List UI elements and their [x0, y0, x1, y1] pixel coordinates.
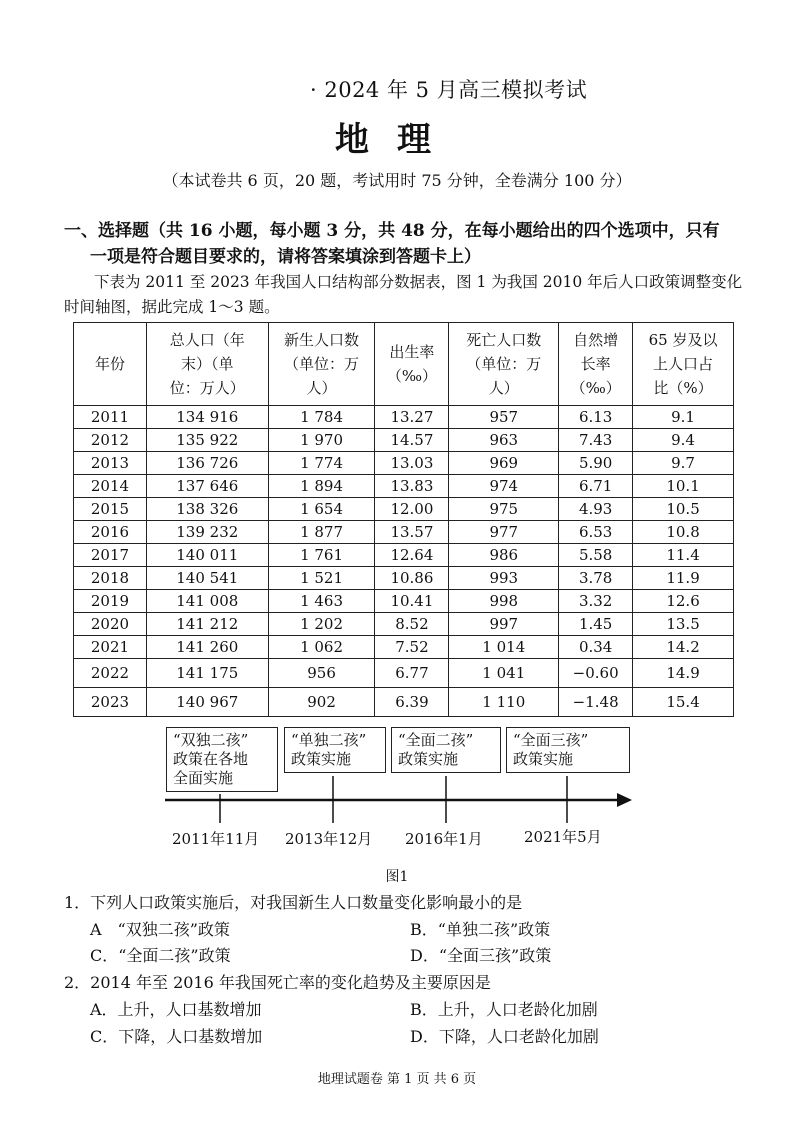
table-cell: 9.4	[633, 429, 734, 452]
timeline-box-1	[166, 727, 278, 792]
table-cell: 12.6	[633, 590, 734, 613]
table-cell: 2015	[74, 498, 147, 521]
table-cell: 137 646	[146, 475, 268, 498]
header-line: （单位：万	[466, 355, 542, 373]
header-line: （‰）	[570, 379, 621, 397]
table-cell: 1 062	[268, 636, 375, 659]
table-cell: 10.41	[375, 590, 449, 613]
table-cell: 13.03	[375, 452, 449, 475]
header-line: （单位：万	[284, 355, 360, 373]
table-cell: 1 774	[268, 452, 375, 475]
table-cell: 6.13	[559, 406, 633, 429]
table-cell: 1 202	[268, 613, 375, 636]
table-cell: 140 541	[146, 567, 268, 590]
table-cell: 6.71	[559, 475, 633, 498]
table-cell: 138 326	[146, 498, 268, 521]
table-cell: 2019	[74, 590, 147, 613]
table-cell: 2017	[74, 544, 147, 567]
table-cell: 140 967	[146, 688, 268, 717]
box-1-line-1: “双独二孩”	[173, 731, 249, 749]
table-cell: 963	[449, 429, 559, 452]
table-cell: 134 916	[146, 406, 268, 429]
timeline-date-1: 2011年11月	[172, 830, 260, 848]
section-line-2: 一项是符合题目要求的，请将答案填涂到答题卡上）	[90, 247, 481, 267]
table-cell: 2021	[74, 636, 147, 659]
table-cell: 2016	[74, 521, 147, 544]
subject-title: 地理	[335, 120, 459, 160]
q1-option-b: B．“单独二孩”政策	[410, 920, 551, 939]
table-cell: 15.4	[633, 688, 734, 717]
header-line: 年份	[94, 355, 125, 373]
exam-note: （本试卷共 6 页，20 题，考试用时 75 分钟，全卷满分 100 分）	[162, 171, 632, 190]
table-cell: 974	[449, 475, 559, 498]
header-line: 出生率	[389, 343, 435, 361]
header-line: 长率	[580, 355, 611, 373]
table-cell: 3.78	[559, 567, 633, 590]
table-cell: 998	[449, 590, 559, 613]
table-cell: 1 041	[449, 659, 559, 688]
table-cell: 13.27	[375, 406, 449, 429]
table-cell: 957	[449, 406, 559, 429]
table-cell: 141 175	[146, 659, 268, 688]
q2-option-d: D．下降，人口老龄化加剧	[410, 1027, 599, 1046]
table-cell: 140 011	[146, 544, 268, 567]
timeline-box-3	[391, 727, 501, 773]
table-cell: 2011	[74, 406, 147, 429]
table-cell: 2022	[74, 659, 147, 688]
box-3-line-1: “全面二孩”	[398, 731, 474, 749]
q1-option-c: C．“全面二孩”政策	[90, 946, 231, 965]
box-2-line-2: 政策实施	[291, 750, 352, 768]
arrow-head-icon	[617, 793, 632, 807]
table-cell: 5.58	[559, 544, 633, 567]
header-line: 65 岁及以	[648, 331, 718, 349]
table-cell: 141 212	[146, 613, 268, 636]
table-cell: −1.48	[559, 688, 633, 717]
box-1-line-3: 全面实施	[173, 769, 234, 787]
table-cell: 993	[449, 567, 559, 590]
table-cell: 7.52	[375, 636, 449, 659]
timeline-date-4: 2021年5月	[524, 828, 602, 846]
table-cell: 1 014	[449, 636, 559, 659]
table-cell: 977	[449, 521, 559, 544]
table-cell: 14.9	[633, 659, 734, 688]
intro-paragraph: 下表为 2011 至 2023 年我国人口结构部分数据表，图 1 为我国 2010 年后人口政策调整变化时间轴图，据此完成 1～3 题。	[64, 273, 743, 316]
box-2-line-1: “单独二孩”	[291, 731, 367, 749]
table-cell: 141 008	[146, 590, 268, 613]
table-cell: 13.5	[633, 613, 734, 636]
header-line: 死亡人口数	[466, 331, 542, 349]
timeline-date-3: 2016年1月	[405, 830, 483, 848]
table-cell: 6.39	[375, 688, 449, 717]
q1-option-a: A “双独二孩”政策	[90, 920, 230, 939]
table-cell: 6.77	[375, 659, 449, 688]
q2-option-b: B．上升，人口老龄化加剧	[410, 1000, 598, 1019]
table-cell: 8.52	[375, 613, 449, 636]
table-cell: 0.34	[559, 636, 633, 659]
table-cell: 10.8	[633, 521, 734, 544]
table-cell: 997	[449, 613, 559, 636]
question-1-stem: 1．下列人口政策实施后，对我国新生人口数量变化影响最小的是	[64, 893, 523, 912]
table-cell: 10.1	[633, 475, 734, 498]
header-line: 比（%）	[653, 379, 713, 397]
box-4-line-2: 政策实施	[513, 750, 574, 768]
box-1-line-2: 政策在各地	[173, 750, 249, 768]
header-line: （‰）	[386, 367, 437, 385]
table-cell: 12.00	[375, 498, 449, 521]
header-line: 末）（单	[181, 355, 234, 373]
page-footer: 地理试题卷 第 1 页 共 6 页	[317, 1072, 477, 1087]
box-4-line-1: “全面三孩”	[513, 731, 589, 749]
table-cell: 139 232	[146, 521, 268, 544]
table-cell: 3.32	[559, 590, 633, 613]
table-cell: 1 894	[268, 475, 375, 498]
timeline-box-4	[506, 727, 630, 773]
table-cell: 1 761	[268, 544, 375, 567]
table-cell: 1.45	[559, 613, 633, 636]
table-cell: 956	[268, 659, 375, 688]
header-line: 位：万人）	[169, 379, 245, 397]
header-line: 人）	[306, 379, 337, 397]
q2-option-a: A．上升，人口基数增加	[90, 1000, 262, 1019]
table-cell: 1 110	[449, 688, 559, 717]
table-cell: 975	[449, 498, 559, 521]
table-cell: 2020	[74, 613, 147, 636]
table-cell: −0.60	[559, 659, 633, 688]
table-cell: 1 521	[268, 567, 375, 590]
table-cell: 10.86	[375, 567, 449, 590]
section-line-1: 一、选择题（共 16 小题，每小题 3 分，共 48 分，在每小题给出的四个选项中，只有	[64, 221, 720, 241]
table-cell: 4.93	[559, 498, 633, 521]
table-cell: 13.57	[375, 521, 449, 544]
question-2-stem: 2．2014 年至 2016 年我国死亡率的变化趋势及主要原因是	[64, 973, 491, 992]
table-cell: 1 784	[268, 406, 375, 429]
table-cell: 11.4	[633, 544, 734, 567]
header-line: 新生人口数	[284, 331, 360, 349]
table-cell: 2018	[74, 567, 147, 590]
box-3-line-2: 政策实施	[398, 750, 459, 768]
table-cell: 6.53	[559, 521, 633, 544]
header-line: 总人口（年	[169, 331, 245, 349]
table-cell: 135 922	[146, 429, 268, 452]
q2-option-c: C．下降，人口基数增加	[90, 1027, 263, 1046]
table-cell: 1 877	[268, 521, 375, 544]
table-cell: 11.9	[633, 567, 734, 590]
table-cell: 986	[449, 544, 559, 567]
figure-caption: 图1	[385, 869, 409, 885]
header-line: 上人口占	[653, 355, 714, 373]
table-cell: 2023	[74, 688, 147, 717]
table-cell: 12.64	[375, 544, 449, 567]
timeline-date-2: 2013年12月	[285, 830, 373, 848]
table-cell: 14.57	[375, 429, 449, 452]
table-cell: 7.43	[559, 429, 633, 452]
table-cell: 2013	[74, 452, 147, 475]
header-line: 自然增	[573, 331, 619, 349]
table-cell: 1 970	[268, 429, 375, 452]
header-line: 人）	[488, 379, 519, 397]
exam-title: · 2024 年 5 月高三模拟考试	[310, 78, 588, 102]
table-cell: 1 463	[268, 590, 375, 613]
table-cell: 1 654	[268, 498, 375, 521]
timeline-box-2	[284, 727, 386, 773]
table-cell: 141 260	[146, 636, 268, 659]
table-cell: 5.90	[559, 452, 633, 475]
table-cell: 969	[449, 452, 559, 475]
table-cell: 2012	[74, 429, 147, 452]
table-cell: 902	[268, 688, 375, 717]
table-cell: 2014	[74, 475, 147, 498]
table-cell: 136 726	[146, 452, 268, 475]
q1-option-d: D．“全面三孩”政策	[410, 946, 552, 965]
table-cell: 9.7	[633, 452, 734, 475]
table-cell: 10.5	[633, 498, 734, 521]
table-cell: 14.2	[633, 636, 734, 659]
table-cell: 9.1	[633, 406, 734, 429]
table-cell: 13.83	[375, 475, 449, 498]
